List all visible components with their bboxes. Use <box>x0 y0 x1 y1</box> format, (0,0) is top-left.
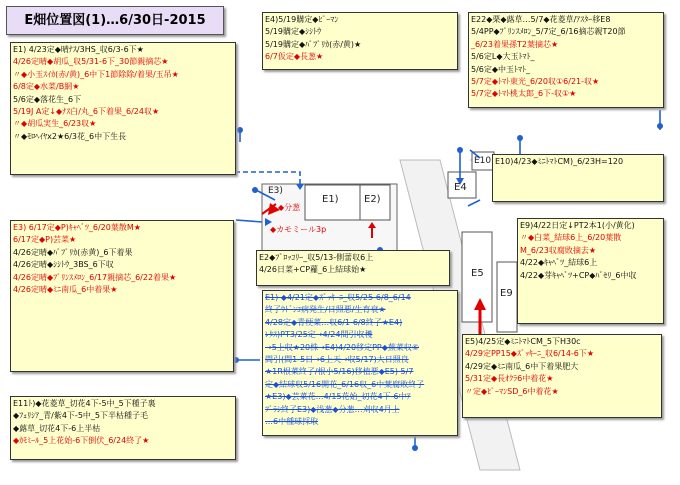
note-line: 間引(間1-5日→6上天→収5/17)大日照良 <box>265 355 409 365</box>
note-line: 4/26定晴◆胡瓜_収5/31-6下_30節親摘芯★ <box>13 57 169 67</box>
note-line: E1) 4/23定◆晴ﾅｽ/3HS_収6/3-6下★ <box>13 45 144 54</box>
note-e11 <box>10 396 236 460</box>
note-line: ◆ﾌｪﾘｼｱ_青/紫4下-5中_5下半枯種子毛 <box>13 411 149 421</box>
note-line: 4/28定◆青梗菜…収6/1-6/8終了★E4) <box>265 317 403 327</box>
note-e22 <box>468 12 664 108</box>
plot-label-e3: E3) <box>268 186 283 196</box>
note-e4 <box>262 12 458 70</box>
note-line: 〃定◆ﾋﾟｰﾏﾝSD_6中着花★ <box>465 386 559 396</box>
note-line: E22◆栗◆蕗草…5/7◆花菱草/ｱｽﾀｰ移E8 <box>471 15 611 24</box>
plot-label-e5: E5 <box>471 268 484 279</box>
note-line: 5/7定◆ﾄﾏﾄ桃太郎_6下-収①★ <box>471 89 577 99</box>
note-line: 〃◆小玉ｽｲｶ(赤/黄)_6中下1節除除/着果/玉吊★ <box>13 69 179 79</box>
note-line: 定◆結球収5/16開花_6/16収_6中葉腐敗終了 <box>265 379 425 389</box>
note-line: 終了ｳﾄﾞﾝｺ病発生/日照悪/生育衰★ <box>265 305 386 315</box>
note-line: E9)4/22日定↓PT2本1(小/黄化) <box>520 221 635 230</box>
note-line: 5/19購定◆ｼｼﾄｳ <box>265 27 322 37</box>
page-title: E畑位置図(1)…6/30日-2015 <box>6 6 224 35</box>
note-line: E3) 6/17定◆P)ｷｬﾍﾞﾂ_6/20葉散M★ <box>13 223 141 232</box>
note-line: ﾌﾞﾗｼ終了E3)◆浅葱◆分葱…刈収4月上 <box>265 404 400 414</box>
note-line: ◆ｶﾓﾐｰﾙ_5上花始-6下倒伏_6/24終了★ <box>13 436 150 446</box>
plot-label-e10: E10 <box>474 156 492 166</box>
note-line: 5/19J A定↓◆ﾅｽ白/丸_6下着果_6/24収★ <box>13 107 160 117</box>
plot-label-e1: E1) <box>322 194 339 205</box>
note-line: 〃◆胡瓜実生_6/23収★ <box>13 119 97 129</box>
note-line: 〃◆白菜_結球6上_6/20葉散 <box>520 233 622 243</box>
plot-label-e9: E9 <box>500 288 513 299</box>
note-line: ﾚﾀｽ)PT3/25定→4/24間引収穫 <box>265 330 373 340</box>
note-e1-finished <box>262 290 458 436</box>
note-e10 <box>492 154 664 202</box>
plot-label-e4: E4 <box>454 182 467 193</box>
note-line: 4/22◆ｷｬﾍﾞﾂ_結球6上 <box>520 258 598 268</box>
note-line: E11ﾄ)◆花菱草_切花4下-5中_5下種子裏 <box>13 399 156 408</box>
note-line: E4)5/19購定◆ﾋﾟｰﾏﾝ <box>265 15 339 24</box>
note-line: 5/19購定◆ﾊﾟﾌﾟﾘｶ(赤/黄)★ <box>265 39 362 49</box>
note-line: 4/26定晴◆ｼｼﾄｳ_3BS_6下収 <box>13 260 114 270</box>
note-line: ★E3)◆芸菜花…4/15花始_切花4下-6中ｱ <box>265 392 411 402</box>
note-line: →5上収★20株→E4)4/20移定PP◆蕪菜収⑥ <box>265 342 420 352</box>
note-line: E10)4/23◆ﾐﾆﾄﾏﾄCM)_6/23H=120 <box>495 157 624 166</box>
note-line: 4/22◆芽ｷｬﾍﾞﾂ+CP◆ﾊﾞｾﾘ_6中収 <box>520 270 637 280</box>
note-line: …6中種球採取 <box>265 417 319 427</box>
note-e9 <box>517 218 664 324</box>
note-e3 <box>10 220 234 372</box>
note-line: 6/17定◆P)芸菜★ <box>13 235 77 245</box>
note-line: 〃◆ﾓﾛﾍｲﾔx2★6/3花_6中下生長 <box>13 131 127 141</box>
note-line: 5/7定◆ﾄﾏﾄ東光_6/20収①6/21-収★ <box>471 77 600 87</box>
note-line: 6/7仮定◆長葱★ <box>265 52 324 62</box>
plot-label-e3-sub: ◆分葱 <box>278 203 301 212</box>
note-line: 4/26日菜+CP蘿_6上結球始★ <box>259 265 367 275</box>
note-line: ◆蕗草_切花4下-6上半枯 <box>13 423 101 433</box>
note-line: E2◆ﾌﾞﾛｯｺﾘｰ_収5/13-側蕾収6上 <box>259 253 374 262</box>
note-line: 4/26定晴◆ﾐﾆ南瓜_6中着果★ <box>13 285 118 295</box>
note-line: 4/26定晴◆ﾊﾟﾌﾟﾘｶ(赤黄)_6下着果 <box>13 247 133 257</box>
note-line: 4/26定晴◆ﾌﾟﾘﾝｽﾒﾛﾝ_6/17親摘芯_6/22着果★ <box>13 272 177 282</box>
note-line: 5/6定L◆大玉ﾄﾏﾄ_ <box>471 52 535 62</box>
note-line: 5/6定◆中玉ﾄﾏﾄ_ <box>471 64 531 74</box>
note-line: M_6/23収腐敗摘去★ <box>520 245 597 255</box>
plot-label-e2: E2) <box>364 194 381 205</box>
note-line: 4/29定PP15◆ｽﾞｯｷｰﾆ_収6/14-6下★ <box>465 349 595 359</box>
note-line: ★1R根菜終了/根小5/16)移植悪◆E5) 5/7 <box>265 367 414 377</box>
note-line: 4/29定◆ﾐﾆ南瓜_6中下着果肥大 <box>465 361 579 371</box>
note-line: 5/6定◆落花生_6下 <box>13 94 82 104</box>
note-line: 6/8定◆水菜/B網★ <box>13 82 80 92</box>
note-e5 <box>462 334 662 418</box>
note-e1 <box>10 42 236 175</box>
note-e2 <box>256 250 450 286</box>
plot-label-chamomile: ◆カモミール3p <box>270 225 327 234</box>
note-line: 5/4PP◆ﾌﾟﾘﾝｽﾒﾛﾝ_5/7定_6/16摘芯親T20節 <box>471 27 626 37</box>
note-line: E1) ◆4/21定◆ｽﾞｯｷｰﾆ_収5/25-6/8_6/14 <box>265 293 411 302</box>
note-line: _6/23着果孫T2葉摘芯★ <box>471 39 559 49</box>
note-line: E5)4/25定◆ﾐﾆﾄﾏﾄCM_5下H30c <box>465 337 581 346</box>
note-line: 5/31定◆長ｵｸﾗ6中着花★ <box>465 374 554 384</box>
